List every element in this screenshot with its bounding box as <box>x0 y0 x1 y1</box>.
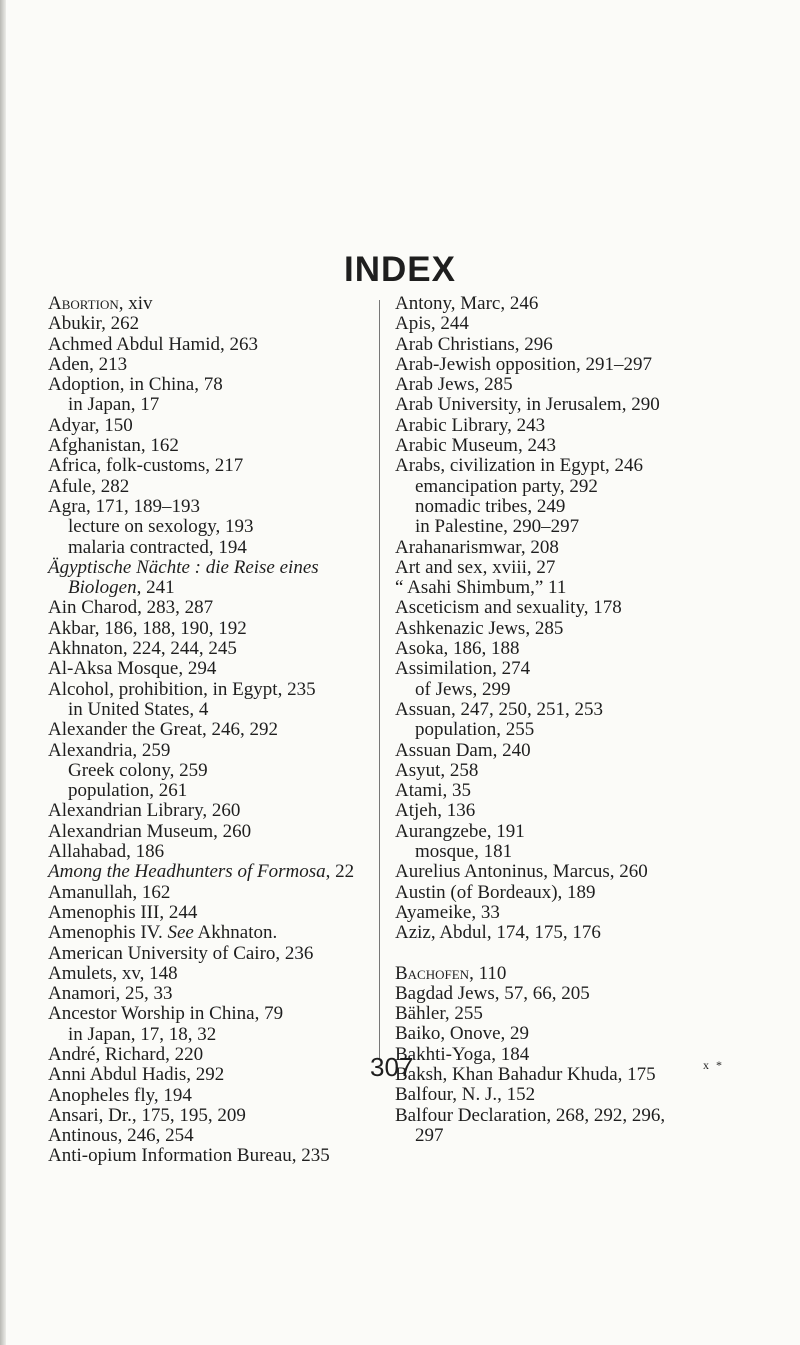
index-entry: Al-Aksa Mosque, 294 <box>48 658 217 680</box>
page-number: 307 <box>370 1052 414 1082</box>
index-entry: Agra, 171, 189–193 <box>48 495 200 517</box>
index-entry: “ Asahi Shimbum,” 11 <box>395 577 567 599</box>
index-subentry: population, 261 <box>68 780 188 802</box>
index-entry: Antinous, 246, 254 <box>48 1125 194 1147</box>
index-subentry: mosque, 181 <box>415 841 513 863</box>
index-entry: Arab-Jewish opposition, 291–297 <box>395 353 653 375</box>
index-entry: Akbar, 186, 188, 190, 192 <box>48 617 247 639</box>
index-subentry: in Japan, 17, 18, 32 <box>68 1023 217 1045</box>
index-subentry: emancipation party, 292 <box>415 475 598 497</box>
index-entry: Baiko, Onove, 29 <box>395 1023 530 1045</box>
index-entry: Akhnaton, 224, 244, 245 <box>48 638 237 660</box>
index-subentry: malaria contracted, 194 <box>68 536 247 558</box>
index-subentry: in United States, 4 <box>68 698 209 720</box>
index-entry: Asceticism and sexuality, 178 <box>395 597 622 619</box>
index-entry: Ansari, Dr., 175, 195, 209 <box>48 1104 246 1126</box>
index-subentry: in Japan, 17 <box>68 394 160 416</box>
index-entry: Arabs, civilization in Egypt, 246 <box>395 455 644 477</box>
index-entry: Afghanistan, 162 <box>48 435 179 457</box>
index-entry: Art and sex, xviii, 27 <box>395 556 556 578</box>
index-entry: Asyut, 258 <box>395 759 479 781</box>
index-entry: Arab University, in Jerusalem, 290 <box>395 394 660 416</box>
index-entry: Arab Christians, 296 <box>395 333 553 355</box>
index-subentry: 297 <box>415 1124 444 1146</box>
index-entry: Bachofen, 110 <box>395 962 507 984</box>
index-entry: Arabic Library, 243 <box>395 414 546 436</box>
index-entry: Alexander the Great, 246, 292 <box>48 719 279 741</box>
index-entry: Apis, 244 <box>395 313 469 335</box>
index-entry: Amanullah, 162 <box>48 881 171 903</box>
index-entry: Atami, 35 <box>395 780 471 802</box>
index-entry: Arabic Museum, 243 <box>395 435 556 457</box>
index-entry: Adyar, 150 <box>48 414 133 436</box>
index-entry: Abukir, 262 <box>48 313 140 335</box>
index-entry: Anni Abdul Hadis, 292 <box>48 1064 225 1086</box>
index-entry: Abortion, xiv <box>48 293 153 314</box>
index-subentry: lecture on sexology, 193 <box>68 516 254 538</box>
letter-section-gap <box>395 944 740 964</box>
index-entry: Assuan Dam, 240 <box>395 739 531 761</box>
index-entry: American University of Cairo, 236 <box>48 942 314 964</box>
index-entry: Biologen, 241 <box>68 577 175 599</box>
index-entry: Ayameike, 33 <box>395 901 500 923</box>
index-subentry: of Jews, 299 <box>415 678 511 700</box>
index-entry: Aziz, Abdul, 174, 175, 176 <box>395 922 601 944</box>
index-entry: Among the Headhunters of Formosa, 22 <box>48 861 355 883</box>
printer-signature-mark: x * <box>703 1058 724 1072</box>
index-entry: Achmed Abdul Hamid, 263 <box>48 333 259 355</box>
index-entry: Aurelius Antoninus, Marcus, 260 <box>395 861 648 883</box>
index-entry: Ägyptische Nächte : die Reise eines <box>48 556 319 578</box>
index-subentry: Greek colony, 259 <box>68 759 208 781</box>
index-entry: Antony, Marc, 246 <box>395 293 539 314</box>
index-entry: Assimilation, 274 <box>395 658 531 680</box>
index-entry: Afule, 282 <box>48 475 130 497</box>
index-entry: Alcohol, prohibition, in Egypt, 235 <box>48 678 316 700</box>
index-entry: Amulets, xv, 148 <box>48 962 178 984</box>
index-entry: Alexandria, 259 <box>48 739 171 761</box>
index-entry: Allahabad, 186 <box>48 841 165 863</box>
index-entry: Amenophis III, 244 <box>48 901 198 923</box>
column-divider <box>379 300 380 1060</box>
index-entry: Bagdad Jews, 57, 66, 205 <box>395 982 590 1004</box>
index-subentry: in Palestine, 290–297 <box>415 516 580 538</box>
index-entry: Aurangzebe, 191 <box>395 820 525 842</box>
index-title: INDEX <box>344 250 456 289</box>
index-entry: Ain Charod, 283, 287 <box>48 597 214 619</box>
index-entry: Atjeh, 136 <box>395 800 476 822</box>
index-entry: Assuan, 247, 250, 251, 253 <box>395 698 603 720</box>
index-entry: Anopheles fly, 194 <box>48 1084 192 1106</box>
index-entry: Alexandrian Museum, 260 <box>48 820 252 842</box>
index-entry: Amenophis IV. See Akhnaton. <box>48 922 278 944</box>
index-entry: Africa, folk-customs, 217 <box>48 455 244 477</box>
index-entry: Anti-opium Information Bureau, 235 <box>48 1145 330 1167</box>
index-entry: Ashkenazic Jews, 285 <box>395 617 564 639</box>
index-entry: Austin (of Bordeaux), 189 <box>395 881 596 903</box>
index-entry: Anamori, 25, 33 <box>48 983 173 1005</box>
index-subentry: nomadic tribes, 249 <box>415 495 566 517</box>
index-entry: Asoka, 186, 188 <box>395 638 520 660</box>
index-entry: Ancestor Worship in China, 79 <box>48 1003 284 1025</box>
index-column-right <box>395 294 740 1146</box>
index-entry: Balfour, N. J., 152 <box>395 1084 536 1106</box>
index-entry: André, Richard, 220 <box>48 1043 204 1065</box>
index-column-left <box>48 294 368 1167</box>
index-subentry: population, 255 <box>415 719 535 741</box>
index-entry: Bähler, 255 <box>395 1003 483 1025</box>
index-entry: Adoption, in China, 78 <box>48 374 223 396</box>
index-entry: Alexandrian Library, 260 <box>48 800 241 822</box>
page-spine-shadow <box>0 0 6 1345</box>
index-entry: Arahanarismwar, 208 <box>395 536 559 558</box>
index-entry: Balfour Declaration, 268, 292, 296, <box>395 1104 666 1126</box>
index-entry: Aden, 213 <box>48 353 128 375</box>
index-entry: Arab Jews, 285 <box>395 374 513 396</box>
index-entry: Baksh, Khan Bahadur Khuda, 175 <box>395 1063 656 1085</box>
index-entry: Bakhti-Yoga, 184 <box>395 1043 530 1065</box>
